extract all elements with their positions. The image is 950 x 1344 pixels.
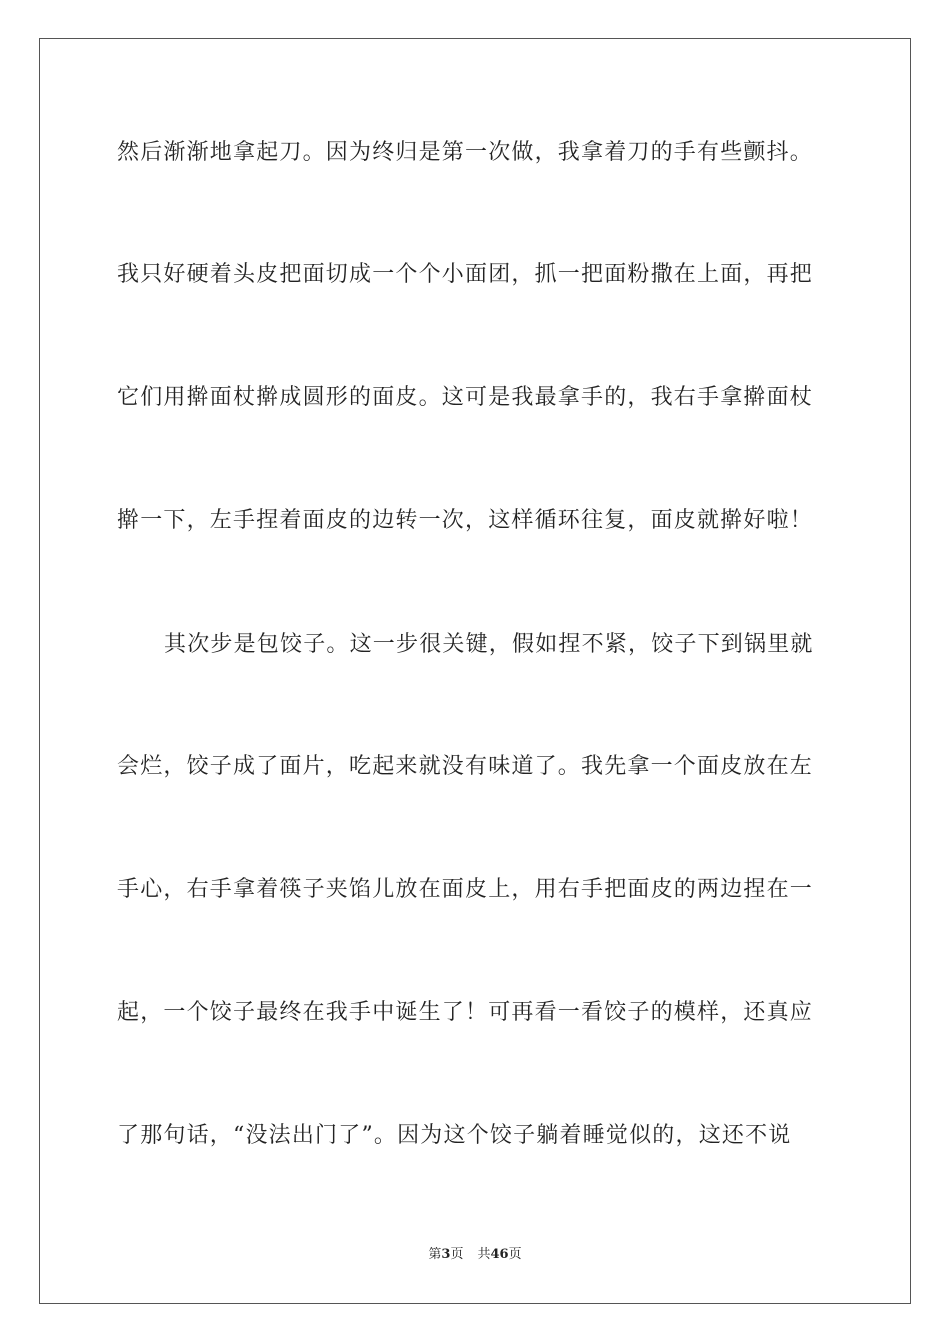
page-footer — [0, 1246, 950, 1264]
total-suffix: 页 — [508, 1247, 522, 1262]
paragraph-line-9: 了那句话，“没法出门了”。因为这个饺子躺着睡觉似的，这还不说 — [117, 1123, 792, 1148]
paragraph-line-8: 起，一个饺子最终在我手中诞生了！可再看一看饺子的模样，还真应 — [117, 1000, 814, 1025]
page-prefix: 第 — [428, 1247, 442, 1262]
paragraph-line-7: 手心，右手拿着筷子夹馅儿放在面皮上，用右手把面皮的两边捏在一 — [117, 877, 814, 902]
page-number: 3 — [441, 1247, 451, 1262]
paragraph-line-2: 我只好硬着头皮把面切成一个个小面团，抓一把面粉撒在上面，再把 — [117, 262, 814, 287]
paragraph-line-1: 然后渐渐地拿起刀。因为终归是第一次做，我拿着刀的手有些颤抖。 — [117, 140, 814, 165]
page-suffix: 页 — [450, 1247, 464, 1262]
paragraph-line-4: 擀一下，左手捏着面皮的边转一次，这样循环往复，面皮就擀好啦！ — [117, 508, 814, 533]
paragraph-line-5: 其次步是包饺子。这一步很关键，假如捏不紧，饺子下到锅里就 — [164, 632, 814, 657]
paragraph-line-3: 它们用擀面杖擀成圆形的面皮。这可是我最拿手的，我右手拿擀面杖 — [117, 385, 814, 410]
total-prefix: 共 — [477, 1247, 491, 1262]
paragraph-line-6: 会烂，饺子成了面片，吃起来就没有味道了。我先拿一个面皮放在左 — [117, 754, 814, 779]
page-border — [39, 38, 911, 1304]
total-pages: 46 — [490, 1247, 509, 1262]
